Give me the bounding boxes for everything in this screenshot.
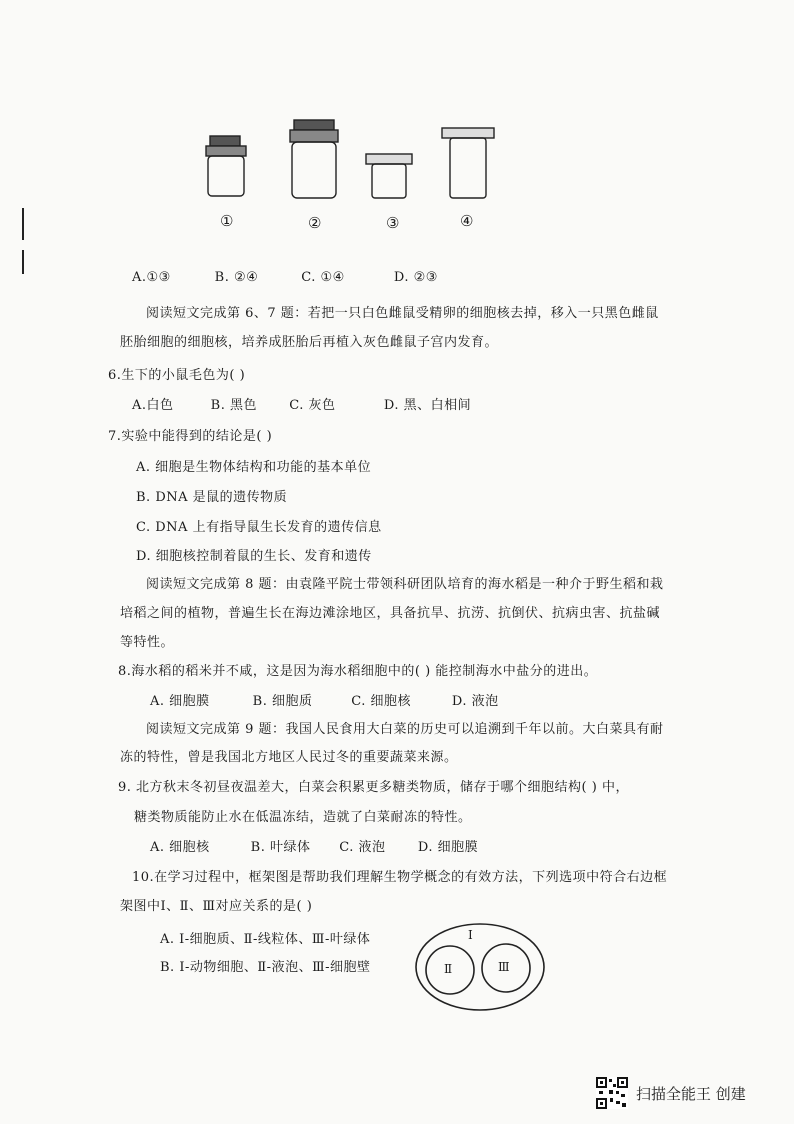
question-stem: 架图中Ⅰ、Ⅱ、Ⅲ对应关系的是( ) xyxy=(120,899,313,914)
option: D. 细胞核控制着鼠的生长、发育和遗传 xyxy=(136,549,372,564)
option: A. 细胞是生物体结构和功能的基本单位 xyxy=(136,460,372,475)
margin-mark xyxy=(22,250,24,274)
option: B. ②④ xyxy=(214,270,259,285)
lens-label-4: ④ xyxy=(460,212,474,230)
passage-text: 阅读短文完成第 6、7 题：若把一只白色雌鼠受精卵的细胞核去掉，移入一只黑色雌鼠 xyxy=(146,306,659,321)
option: D. 黑、白相间 xyxy=(383,398,472,413)
passage-text: 胚胎细胞的细胞核，培养成胚胎后再植入灰色雌鼠子宫内发育。 xyxy=(120,335,499,350)
option: A.白色 xyxy=(132,398,174,413)
option: C. 灰色 xyxy=(289,398,336,413)
passage-text: 培稻之间的植物，普遍生长在海边滩涂地区，具备抗旱、抗涝、抗倒伏、抗病虫害、抗盐碱 xyxy=(120,606,661,621)
option: D. 细胞膜 xyxy=(417,840,479,855)
passage-text: 阅读短文完成第 9 题：我国人民食用大白菜的历史可以追溯到千年以前。大白菜具有耐 xyxy=(146,722,664,737)
frame-diagram-drawing xyxy=(414,922,546,1012)
option: C. DNA 上有指导鼠生长发育的遗传信息 xyxy=(136,520,382,535)
option: B. 叶绿体 xyxy=(250,840,311,855)
option: A. 细胞膜 xyxy=(150,694,210,709)
q9-options xyxy=(150,836,478,855)
margin-mark xyxy=(22,208,24,240)
lens-label-2: ② xyxy=(308,214,322,232)
label-iii: Ⅲ xyxy=(498,960,511,974)
passage-text: 等特性。 xyxy=(120,635,175,650)
q5-options xyxy=(132,270,438,285)
label-i: Ⅰ xyxy=(468,928,474,942)
lens-1 xyxy=(206,136,246,196)
passage-text: 冻的特性，曾是我国北方地区人民过冬的重要蔬菜来源。 xyxy=(120,750,458,765)
option: B. 细胞质 xyxy=(252,694,313,709)
option: B. DNA 是鼠的遗传物质 xyxy=(136,490,288,505)
lens-3 xyxy=(366,154,412,198)
lens-4 xyxy=(442,128,494,198)
question-stem: 7.实验中能得到的结论是( ) xyxy=(108,429,273,444)
option: C. 细胞核 xyxy=(351,694,412,709)
watermark-text: 扫描全能王 创建 xyxy=(636,1084,746,1103)
option: A. Ⅰ-细胞质、Ⅱ-线粒体、Ⅲ-叶绿体 xyxy=(160,932,371,947)
q8-options xyxy=(150,690,499,709)
option: D. 液泡 xyxy=(451,694,499,709)
option: B. 黑色 xyxy=(210,398,257,413)
lens-2 xyxy=(290,120,338,198)
question-stem: 9. 北方秋末冬初昼夜温差大，白菜会积累更多糖类物质，储存于哪个细胞结构( ) 中， xyxy=(118,780,629,795)
option: A. 细胞核 xyxy=(150,840,210,855)
option: C. ①④ xyxy=(301,270,345,285)
question-stem: 6.生下的小鼠毛色为( ) xyxy=(108,368,246,383)
option: A.①③ xyxy=(132,270,171,285)
question-stem: 糖类物质能防止水在低温冻结，造就了白菜耐冻的特性。 xyxy=(134,810,472,825)
lens-label-1: ① xyxy=(220,212,234,230)
outer-ellipse xyxy=(416,924,544,1010)
question-stem: 10.在学习过程中，框架图是帮助我们理解生物学概念的有效方法，下列选项中符合右边框 xyxy=(132,870,668,885)
objective-lens-figure xyxy=(180,118,520,238)
qr-code-icon xyxy=(596,1077,628,1109)
option: C. 液泡 xyxy=(339,840,386,855)
passage-text: 阅读短文完成第 8 题：由袁隆平院士带领科研团队培育的海水稻是一种介于野生稻和栽 xyxy=(146,577,664,592)
lens-label-3: ③ xyxy=(386,214,400,232)
option: D. ②③ xyxy=(393,270,438,285)
question-stem: 8.海水稻的稻米并不咸，这是因为海水稻细胞中的( ) 能控制海水中盐分的进出。 xyxy=(118,664,598,679)
scanner-watermark xyxy=(596,1076,746,1110)
option: B. Ⅰ-动物细胞、Ⅱ-液泡、Ⅲ-细胞壁 xyxy=(160,960,371,975)
label-ii: Ⅱ xyxy=(444,962,453,976)
q6-options xyxy=(132,394,471,413)
frame-diagram xyxy=(414,922,546,1016)
